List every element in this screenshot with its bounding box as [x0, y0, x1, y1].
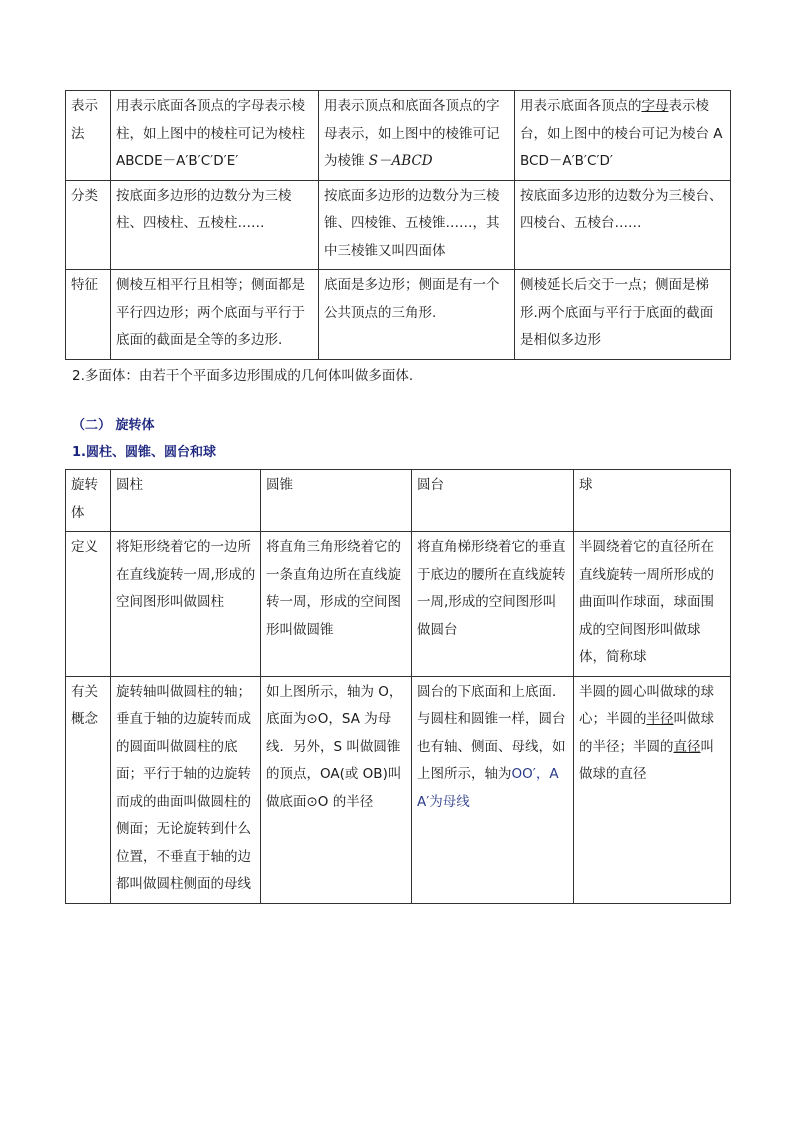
table-header-row — [66, 470, 731, 532]
cylinder-concepts: 旋转轴叫做圆柱的轴；垂直于轴的边旋转而成的圆面叫做圆柱的底面；平行于轴的边旋转而成的曲面叫做圆柱的侧面；无论旋转到什么位置，不垂直于轴的边都叫做圆柱侧面的母线 — [111, 676, 261, 903]
row-head: 分类 — [66, 180, 111, 270]
table-row — [66, 532, 731, 677]
header-frustum: 圆台 — [412, 470, 574, 532]
header-sphere: 球 — [574, 470, 731, 532]
prism-classification: 按底面多边形的边数分为三棱柱、四棱柱、五棱柱…… — [111, 180, 319, 270]
cylinder-definition: 将矩形绕着它的一边所在直线旋转一周,形成的空间图形叫做圆柱 — [111, 532, 261, 677]
solids-of-revolution-table — [65, 469, 731, 904]
frustum-features: 侧棱延长后交于一点；侧面是梯形.两个底面与平行于底面的截面是相似多边形 — [515, 270, 731, 360]
sphere-definition: 半圆绕着它的直径所在直线旋转一周所形成的曲面叫作球面，球面围成的空间图形叫做球体，简称球 — [574, 532, 731, 677]
row-head: 有关概念 — [66, 676, 111, 903]
polyhedron-table — [65, 90, 731, 360]
table-row — [66, 91, 731, 181]
frustum-concepts: 圆台的下底面和上底面．与圆柱和圆锥一样，圆台也有轴、侧面、母线，如上图所示，轴为OO′，AA′为母线 — [412, 676, 574, 903]
prism-features: 侧棱互相平行且相等；侧面都是平行四边形；两个底面与平行于底面的截面是全等的多边形. — [111, 270, 319, 360]
header-cylinder: 圆柱 — [111, 470, 261, 532]
table-row — [66, 676, 731, 903]
frustum-definition: 将直角梯形绕着它的垂直于底边的腰所在直线旋转一周,形成的空间图形叫做圆台 — [412, 532, 574, 677]
pyramid-features: 底面是多边形；侧面是有一个公共顶点的三角形. — [319, 270, 515, 360]
table-row — [66, 270, 731, 360]
header-cone: 圆锥 — [261, 470, 412, 532]
prism-notation: 用表示底面各顶点的字母表示棱柱，如上图中的棱柱可记为棱柱 ABCDE－A′B′C′D′E′ — [111, 91, 319, 181]
row-head: 定义 — [66, 532, 111, 677]
subsection-title: 1.圆柱、圆锥、圆台和球 — [72, 445, 216, 460]
cone-concepts: 如上图所示，轴为 O，底面为⊙O，SA 为母线．另外，S 叫做圆锥的顶点，OA(或 OB)叫做底面⊙O 的半径 — [261, 676, 412, 903]
frustum-classification: 按底面多边形的边数分为三棱台、四棱台、五棱台…… — [515, 180, 731, 270]
sphere-concepts: 半圆的圆心叫做球的球心；半圆的半径叫做球的半径；半圆的直径叫做球的直径 — [574, 676, 731, 903]
row-head: 表示法 — [66, 91, 111, 181]
cone-definition: 将直角三角形绕着它的一条直角边所在直线旋转一周，形成的空间图形叫做圆锥 — [261, 532, 412, 677]
table-row — [66, 180, 731, 270]
row-head: 特征 — [66, 270, 111, 360]
pyramid-notation: 用表示顶点和底面各顶点的字母表示，如上图中的棱锥可记为棱锥 S－ABCD — [319, 91, 515, 181]
frustum-notation: 用表示底面各顶点的字母表示棱台，如上图中的棱台可记为棱台 ABCD－A′B′C′D′ — [515, 91, 731, 181]
pyramid-classification: 按底面多边形的边数分为三棱锥、四棱锥、五棱锥……，其中三棱锥又叫四面体 — [319, 180, 515, 270]
polyhedron-definition: 2.多面体：由若干个平面多边形围成的几何体叫做多面体. — [72, 368, 414, 384]
section-title: （二） 旋转体 — [72, 418, 155, 433]
header-head: 旋转体 — [66, 470, 111, 532]
